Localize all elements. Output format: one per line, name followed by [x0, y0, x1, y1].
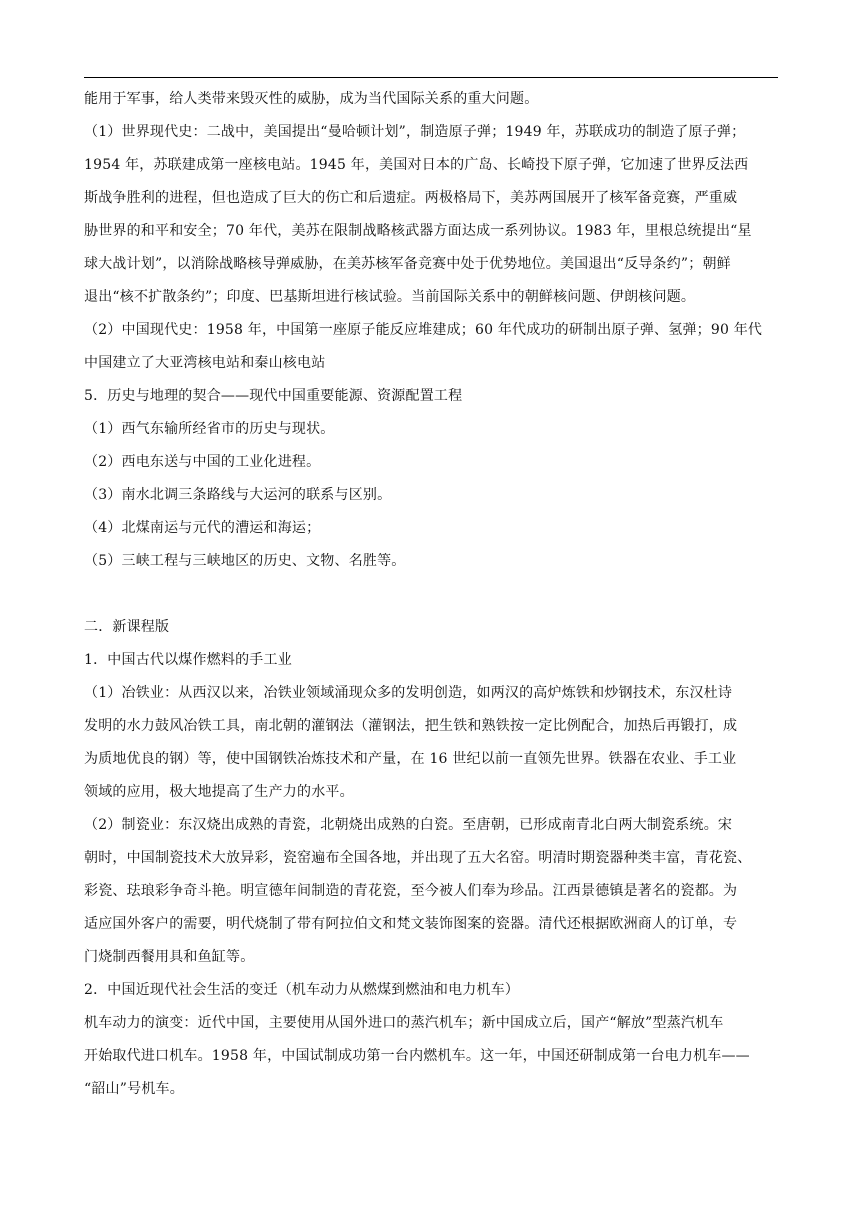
text-line: 发明的水力鼓风冶铁工具，南北朝的灌钢法（灌钢法，把生铁和熟铁按一定比例配合，加热后再锻打，成 — [84, 718, 738, 734]
list-item: （4）北煤南运与元代的漕运和海运； — [84, 520, 321, 536]
text-line: 1954 年，苏联建成第一座核电站。1945 年，美国对日本的广岛、长崎投下原子弹，它加速了世界反法西 — [84, 157, 749, 173]
text-line: 朝时，中国制瓷技术大放异彩，瓷窑遍布全国各地，并出现了五大名窑。明清时期瓷器种类丰富，青花瓷、 — [84, 850, 752, 866]
text-line: 适应国外客户的需要，明代烧制了带有阿拉伯文和梵文装饰图案的瓷器。清代还根据欧洲商人的订单，专 — [84, 916, 738, 932]
text-line: （1）世界现代史：二战中，美国提出“曼哈顿计划”，制造原子弹；1949 年，苏联成功的制造了原子弹； — [84, 124, 746, 140]
list-item: （5）三峡工程与三峡地区的历史、文物、名胜等。 — [84, 553, 406, 569]
section-heading: 2．中国近现代社会生活的变迁（机车动力从燃煤到燃油和电力机车） — [84, 982, 520, 998]
list-item: （1）西气东输所经省市的历史与现状。 — [84, 421, 335, 437]
list-item: （2）西电东送与中国的工业化进程。 — [84, 454, 321, 470]
text-line: 胁世界的和平和安全；70 年代，美苏在限制战略核武器方面达成一系列协议。1983 年，里根总统提出“星 — [84, 223, 752, 239]
text-line: 退出“核不扩散条约”；印度、巴基斯坦进行核试验。当前国际关系中的朝鲜核问题、伊朗核问题。 — [84, 289, 696, 305]
text-line: 领域的应用，极大地提高了生产力的水平。 — [84, 784, 354, 800]
text-line: 彩瓷、珐琅彩争奇斗艳。明宣德年间制造的青花瓷，至今被人们奉为珍品。江西景德镇是著名的瓷都。为 — [84, 883, 738, 899]
text-line: 球大战计划”，以消除战略核导弹威胁，在美苏核军备竞赛中处于优势地位。美国退出“反导条约”；朝鲜 — [84, 256, 731, 272]
text-line: （2）制瓷业：东汉烧出成熟的青瓷，北朝烧出成熟的白瓷。至唐朝，已形成南青北白两大制瓷系统。宋 — [84, 817, 733, 833]
text-line: （2）中国现代史：1958 年，中国第一座原子能反应堆建成；60 年代成功的研制出原子弹、氢弹；90 年代 — [84, 322, 763, 338]
list-item: （3）南水北调三条路线与大运河的联系与区别。 — [84, 487, 392, 503]
header-rule — [84, 77, 778, 78]
section-heading: 5．历史与地理的契合——现代中国重要能源、资源配置工程 — [84, 388, 463, 404]
text-line: 为质地优良的钢）等，使中国钢铁冶炼技术和产量，在 16 世纪以前一直领先世界。铁器在农业、手工业 — [84, 751, 737, 767]
text-line: 斯战争胜利的进程，但也造成了巨大的伤亡和后遗症。两极格局下，美苏两国展开了核军备竞赛，严重威 — [84, 190, 738, 206]
text-line: 开始取代进口机车。1958 年，中国试制成功第一台内燃机车。这一年，中国还研制成第一台电力机车—— — [84, 1048, 750, 1064]
section-heading: 1．中国古代以煤作燃料的手工业 — [84, 652, 292, 668]
text-line: “韶山”号机车。 — [84, 1081, 184, 1097]
text-line: 门烧制西餐用具和鱼缸等。 — [84, 949, 255, 965]
text-line: 机车动力的演变：近代中国，主要使用从国外进口的蒸汽机车；新中国成立后，国产“解放”型蒸汽机车 — [84, 1015, 724, 1031]
text-line: 中国建立了大亚湾核电站和秦山核电站 — [84, 355, 326, 371]
text-line: （1）冶铁业：从西汉以来，冶铁业领域涌现众多的发明创造，如两汉的高炉炼铁和炒钢技术，东汉杜诗 — [84, 685, 733, 701]
text-line: 能用于军事，给人类带来毁灭性的威胁，成为当代国际关系的重大问题。 — [84, 91, 539, 107]
part-heading: 二．新课程版 — [84, 619, 170, 635]
